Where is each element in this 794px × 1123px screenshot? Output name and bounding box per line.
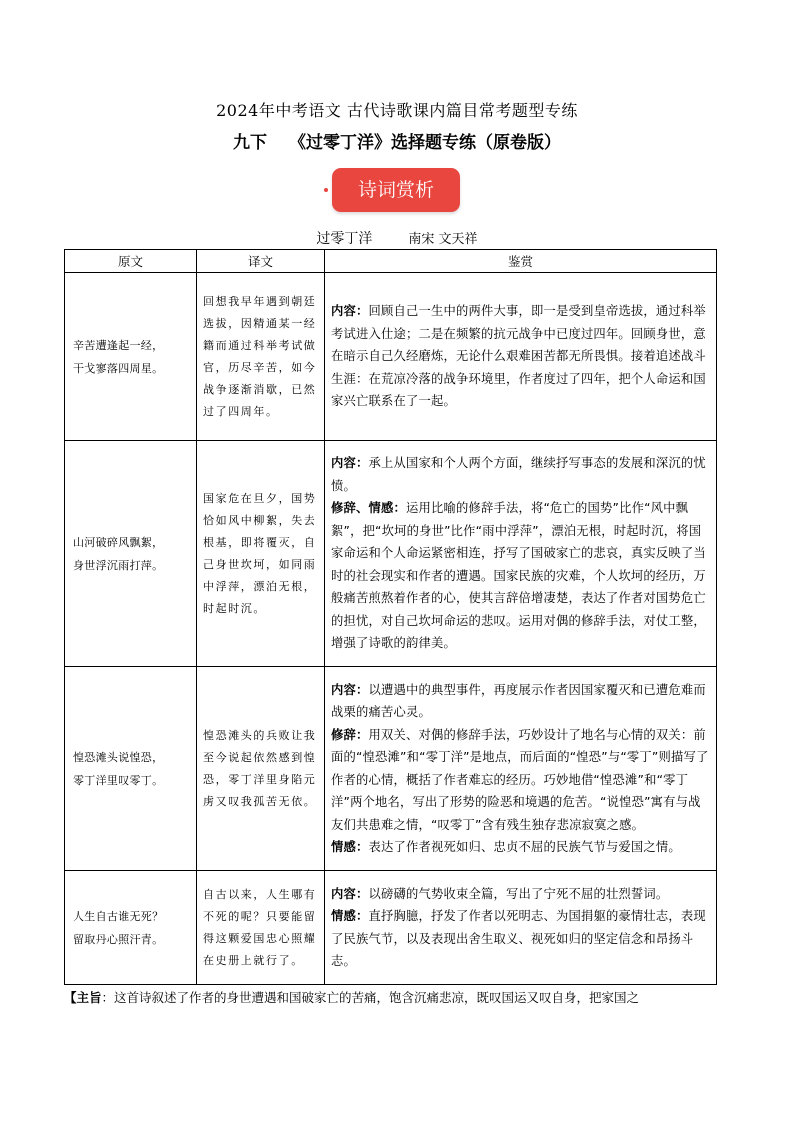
table-row — [65, 273, 717, 441]
summary-text: ：这首诗叙述了作者的身世遭遇和国破家亡的苦痛，饱含沉痛悲凉，既叹国运又叹自身，把家国之 — [101, 990, 640, 1005]
translation-cell: 惶恐滩头的兵败让我至今说起依然感到惶恐，零丁洋里身陷元虏又叹我孤苦无依。 — [197, 667, 325, 871]
column-header: 原文 — [65, 250, 197, 273]
note-label: 内容： — [331, 456, 369, 471]
note-text: 表达了作者视死如归、忠贞不屈的民族气节与爱国之情。 — [368, 840, 681, 854]
original-cell — [65, 273, 197, 441]
original-cell — [65, 871, 197, 985]
note-text: 直抒胸臆，抒发了作者以死明志、为国捐躯的豪情壮志，表现了民族气节，以及表现出舍生取义、视死如归的坚定信念和昂扬斗志。 — [331, 909, 706, 968]
note-text: 运用比喻的修辞手法，将“危亡的国势”比作“风中飘絮”，把“坎坷的身世”比作“雨中浮萍”，漂泊无根，时起时沉，将国家命运和个人命运紧密相连，抒写了国破家亡的悲哀，真实反映了当时的社会现实和作者的遭遇。国家民族的灾难，个人坎坷的经历，万般痛苦煎熬着作者的心，使其言辞倍增凄楚，表达了作者对国势危亡的担忧，对自己坎坷命运的悲叹。运用对偶的修辞手法，对仗工整，增强了诗歌的韵律美。 — [331, 501, 706, 651]
analysis-table — [64, 249, 717, 985]
original-line: 辛苦遭逢起一经， — [73, 338, 164, 352]
table-header-row — [65, 250, 717, 273]
original-line: 山河破碎风飘絮， — [73, 535, 164, 549]
grade-label: 九下 — [233, 133, 267, 153]
appreciation-cell — [325, 667, 717, 871]
poem-author: 南宋 文天祥 — [408, 232, 478, 247]
summary-label: 【主旨 — [64, 990, 102, 1005]
poem-heading — [0, 228, 794, 248]
original-cell — [65, 667, 197, 871]
original-cell — [65, 441, 197, 667]
note-label: 修辞、情感： — [331, 501, 406, 516]
table-row — [65, 667, 717, 871]
note-label: 修辞： — [331, 727, 369, 742]
original-line: 留取丹心照汗青。 — [73, 932, 164, 946]
subtitle-text: 《过零丁洋》选择题专练（原卷版） — [289, 133, 561, 153]
note-text: 回顾自己一生中的两件大事，即一是受到皇帝选拔，通过科举考试进入仕途；二是在频繁的抗元战争中已度过四年。回顾身世，意在暗示自己久经磨炼，无论什么艰难困苦都无所畏惧。接着追述战斗生涯：在荒凉冷落的战争环境里，作者度过了四年，把个人命运和国家兴亡联系在了一起。 — [331, 304, 706, 409]
translation-cell: 自古以来，人生哪有不死的呢？只要能留得这颗爱国忠心照耀在史册上就行了。 — [197, 871, 325, 985]
note-label: 内容： — [331, 886, 369, 901]
note-label: 情感： — [331, 909, 369, 923]
original-line: 身世浮沉雨打萍。 — [73, 558, 164, 572]
original-line: 人生自古谁无死？ — [73, 909, 164, 923]
note-text: 承上从国家和个人两个方面，继续抒写事态的发展和深沉的忧愤。 — [331, 456, 706, 493]
banner-bullet-icon — [324, 188, 328, 192]
note-label: 内容： — [331, 682, 369, 697]
appreciation-cell — [325, 871, 717, 985]
original-line: 惶恐滩头说惶恐， — [73, 750, 164, 764]
original-line: 零丁洋里叹零丁。 — [73, 773, 164, 787]
column-header: 译文 — [197, 250, 325, 273]
appreciation-cell — [325, 441, 717, 667]
theme-summary — [64, 988, 744, 1006]
table-row — [65, 871, 717, 985]
section-banner: 诗词赏析 — [332, 168, 460, 212]
note-label: 内容： — [331, 304, 369, 319]
table-row — [65, 441, 717, 667]
original-line: 干戈寥落四周星。 — [73, 361, 164, 375]
doc-title: 2024年中考语文 古代诗歌课内篇目常考题型专练 — [216, 101, 578, 120]
doc-subtitle — [0, 128, 794, 153]
poem-title: 过零丁洋 — [316, 231, 373, 247]
translation-cell: 国家危在旦夕，国势恰如风中柳絮，失去根基，即将覆灭，自己身世坎坷，如同雨中浮萍，漂泊无根，时起时沉。 — [197, 441, 325, 667]
note-label: 情感： — [331, 840, 369, 854]
note-text: 用双关、对偶的修辞手法，巧妙设计了地名与心情的双关：前面的“惶恐滩”和“零丁洋”是地点，而后面的“惶恐”与“零丁”则描写了作者的心情，概括了作者难忘的经历。巧妙地借“惶恐滩”和“零丁洋”两个地名，写出了形势的险恶和境遇的危苦。“说惶恐”寓有与战友们共患难之情，“叹零丁”含有残生独存悲凉寂寞之感。 — [331, 727, 709, 832]
note-text: 以遭遇中的典型事件，再度展示作者因国家覆灭和已遭危难而战栗的痛苦心灵。 — [331, 682, 706, 719]
note-text: 以磅礴的气势收束全篇，写出了宁死不屈的壮烈誓词。 — [368, 886, 669, 901]
appreciation-cell — [325, 273, 717, 441]
column-header: 鉴赏 — [325, 250, 717, 273]
translation-cell: 回想我早年遇到朝廷选拔，因精通某一经籍而通过科举考试做官，历尽辛苦，如今战争逐渐消歇，已然过了四周年。 — [197, 273, 325, 441]
